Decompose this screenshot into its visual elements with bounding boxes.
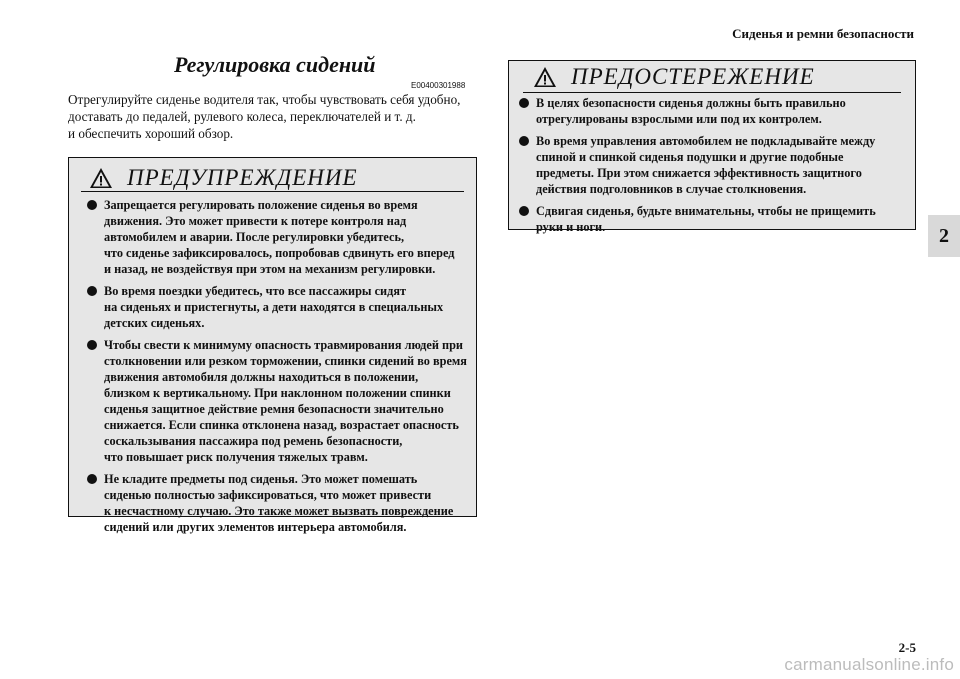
item-line: и назад, не воздействуя при этом на механизм регулировки. [104, 262, 436, 276]
caution-triangle-icon [533, 66, 557, 88]
caution-box [508, 60, 916, 234]
warning-header [81, 164, 464, 192]
item-line: В целях безопасности сиденья должны быть правильно [536, 96, 846, 110]
list-item [87, 471, 462, 535]
item-line: сидений или других элементов интерьера автомобиля. [104, 520, 407, 534]
running-header: Сиденья и ремни безопасности [732, 26, 914, 41]
item-line: что повышает риск получения тяжелых травм. [104, 450, 368, 464]
warning-heading: ПРЕДУПРЕЖДЕНИЕ [127, 164, 358, 190]
list-item [87, 197, 462, 277]
item-line: сиденью полностью зафиксироваться, что может привести [104, 488, 432, 502]
item-line: соскальзывания пассажира под ремень безопасности, [104, 434, 403, 448]
item-line: Запрещается регулировать положение сиденья во время [104, 198, 418, 212]
item-line: Не кладите предметы под сиденья. Это может помешать [104, 472, 418, 486]
item-line: Во время управления автомобилем не подкладывайте между [536, 134, 876, 148]
item-line: автомобилем и аварии. После регулировки убедитесь, [104, 230, 405, 244]
item-line: на сиденьях и пристегнуты, а дети находятся в специальных [104, 300, 444, 314]
item-line: Сдвигая сиденья, будьте внимательны, чтобы не прищемить [536, 204, 876, 218]
item-line: отрегулированы взрослыми или под их контролем. [536, 112, 822, 126]
section-title: Регулировка сидений [174, 52, 376, 77]
item-line: движения. Это может привести к потере контроля над [104, 214, 407, 228]
item-line: снижается. Если спинка отклонена назад, возрастает опасность [104, 418, 459, 432]
item-line: Чтобы свести к минимуму опасность травмирования людей при [104, 338, 464, 352]
warning-list [69, 192, 476, 535]
item-line: близком к вертикальному. При наклонном положении спинки [104, 386, 451, 400]
item-line: руки и ноги. [536, 220, 606, 234]
item-line: действия подголовников в случае столкновения. [536, 182, 807, 196]
watermark: carmanualsonline.info [784, 655, 954, 674]
intro-line: доставать до педалей, рулевого колеса, переключателей и т. д. [68, 109, 416, 124]
page-number: 2-5 [898, 640, 916, 655]
intro-line: Отрегулируйте сиденье водителя так, чтобы чувствовать себя удобно, [68, 92, 461, 107]
item-line: к несчастному случаю. Это также может вызвать повреждение [104, 504, 454, 518]
intro-text [68, 91, 480, 142]
item-line: движения автомобиля должны находиться в положении, [104, 370, 419, 384]
item-line: спиной и спинкой сиденья подушки и другие подобные [536, 150, 844, 164]
item-line: Во время поездки убедитесь, что все пассажиры сидят [104, 284, 407, 298]
item-line: что сиденье зафиксировалось, попробовав сдвинуть его вперед [104, 246, 455, 260]
item-line: предметы. При этом снижается эффективность защитного [536, 166, 862, 180]
list-item [519, 133, 901, 197]
item-line: сиденья защитное действие ремня безопасности значительно [104, 402, 444, 416]
item-line: детских сиденьях. [104, 316, 205, 330]
item-line: столкновении или резком торможении, спинки сидений во время [104, 354, 467, 368]
list-item [519, 203, 901, 235]
list-item [519, 95, 901, 127]
caution-list [509, 93, 915, 235]
list-item [87, 283, 462, 331]
list-item [87, 337, 467, 465]
intro-line: и обеспечить хороший обзор. [68, 126, 234, 141]
warning-triangle-icon [89, 167, 113, 189]
section-code: E00400301988 [411, 81, 466, 90]
chapter-tab: 2 [928, 215, 960, 257]
caution-heading: ПРЕДОСТЕРЕЖЕНИЕ [571, 63, 815, 89]
warning-box [68, 157, 477, 534]
caution-header [523, 61, 901, 93]
